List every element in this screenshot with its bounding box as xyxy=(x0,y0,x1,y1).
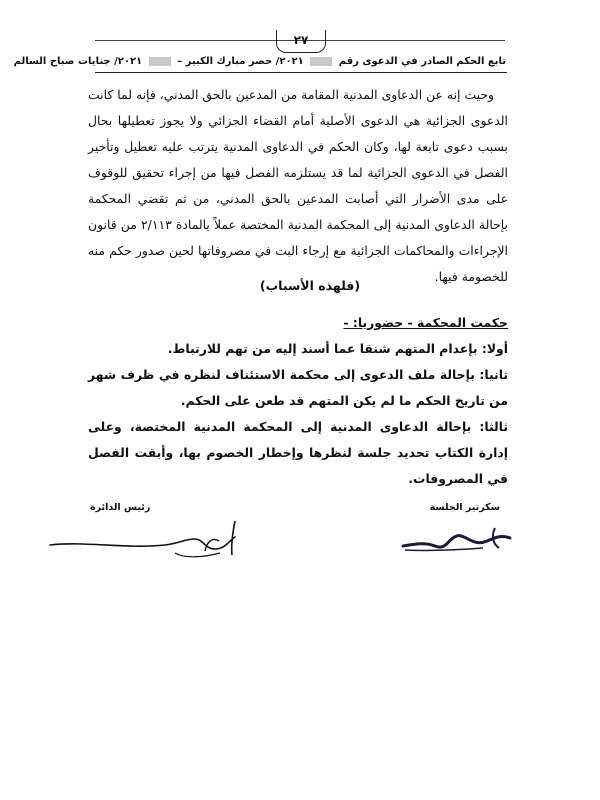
case-reference xyxy=(13,56,506,67)
chief-judge-label: رئيس الدائرة xyxy=(90,502,151,513)
secretary-label: سكرتير الجلسة xyxy=(429,502,500,513)
redacted-case-number-2 xyxy=(149,57,171,66)
chief-judge-signature xyxy=(45,515,245,565)
redacted-case-number xyxy=(310,57,332,66)
verdict-item-1: أولا: بإعدام المتهم شنقا عما أسند إليه من تهم للارتباط. xyxy=(167,341,508,356)
verdict-item-2: ثانيا: بإحالة ملف الدعوى إلى محكمة الاستئناف لنظره في ظرف شهر من تاريخ الحكم ما لم يكن المتهم قد طعن على الحكم. xyxy=(88,367,508,408)
case-ref-prefix: تابع الحكم الصادر في الدعوى رقم xyxy=(338,56,506,67)
verdict-section xyxy=(88,310,508,492)
civil-claims-paragraph: وحيث إنه عن الدعاوى المدنية المقامة من المدعين بالحق المدني، فإنه لما كانت الدعوى الجزائية هي الدعوى الأصلية أمام القضاء الجزائي ولا يجوز تعطيلها بحال بسبب دعوى تابعة لها، وكان الحكم في الدعاوى المدنية يترتب عليه تعطيل وتأخير الفصل في الدعوى الجزائية لما قد يستلزمه الفصل فيها من إجراء تحقيق للوقوف على مدى الأضرار التي أصابت المدعين بالحق المدني، من ثم تقضي المحكمة بإحالة الدعاوى المدنية إلى المحكمة المدنية المختصة عملاً بالمادة ٢/١١٣ من قانون الإجراءات والمحاكمات الجزائية مع إرجاء البت في مصروفاتها لحين صدور حكم منه للخصومة فيها. xyxy=(88,87,508,284)
verdict-item-3: ثالثا: بإحالة الدعاوى المدنية إلى المحكمة المدنية المختصة، وعلى إدارة الكتاب تحديد جلسة لنظرها وإخطار الخصوم بها، وأبقت الفصل في المصروفات. xyxy=(88,419,508,486)
case-ref-suffix: ٢٠٢١/ جنايات صباح السالم xyxy=(13,56,143,67)
case-ref-mid: ٢٠٢١/ حصر مبارك الكبير – xyxy=(177,56,304,67)
body-paragraph xyxy=(88,82,508,290)
header-rule xyxy=(95,72,507,73)
reasons-heading: (فلهذه الأسباب) xyxy=(259,278,361,293)
verdict-heading: حكمت المحكمة - حضوريا: - xyxy=(343,315,508,330)
secretary-signature xyxy=(395,520,515,560)
page-number: ٢٧ xyxy=(276,30,326,53)
